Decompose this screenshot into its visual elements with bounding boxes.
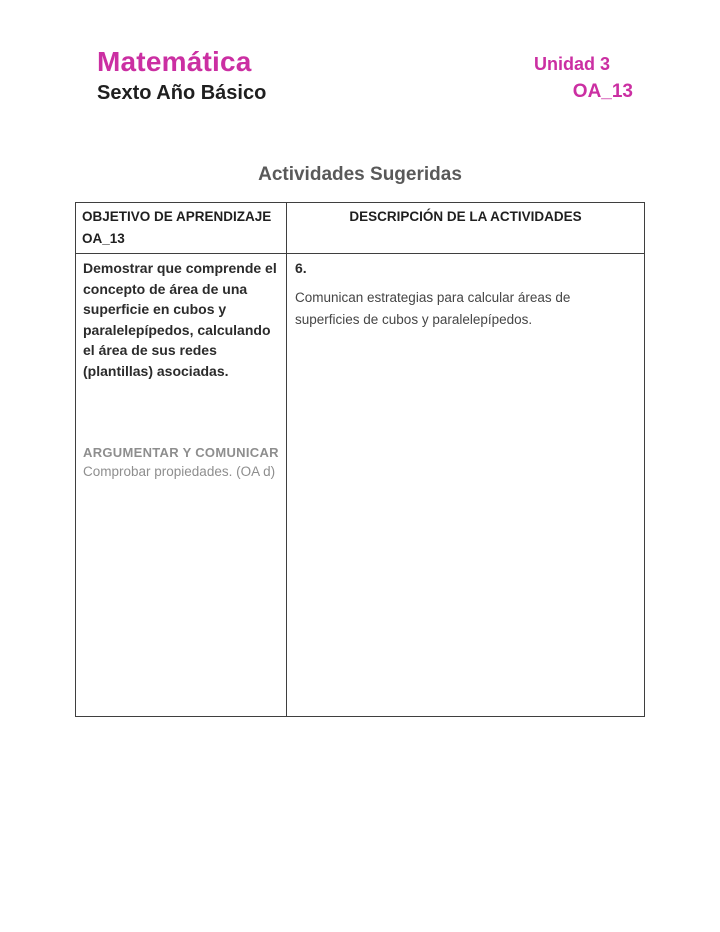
activity-cell [287,254,645,717]
objective-header-label: OBJETIVO DE APRENDIZAJE OA_13 [82,209,272,246]
skill-description: Comprobar propiedades. (OA d) [83,464,276,479]
description-header-label: DESCRIPCIÓN DE LA ACTIVIDADES [349,209,582,224]
subject-title: Matemática [97,46,252,77]
objective-cell [76,254,287,717]
objective-header-cell [76,203,287,254]
table-header-row [76,203,645,254]
unit-label: Unidad 3 [533,54,610,74]
section-title: Actividades Sugeridas [258,164,462,185]
doc-header-right [534,52,633,105]
activity-description: Comunican estrategias para calcular áreas de superficies de cubos y paralelepípedos. [295,290,571,327]
doc-header-left [97,45,266,105]
skill-title: ARGUMENTAR Y COMUNICAR [83,445,279,460]
grade-title: Sexto Año Básico [97,82,267,104]
oa-code-label: OA_13 [572,81,633,102]
objective-text: Demostrar que comprende el concepto de área de una superficie en cubos y paralelepípedos, calculando el área de sus redes (plantillas) asociadas. [83,260,277,379]
table-body-row [76,254,645,717]
description-header-cell [287,203,645,254]
activities-table [75,202,645,717]
activity-number: 6. [295,260,307,276]
skill-block [83,444,279,481]
